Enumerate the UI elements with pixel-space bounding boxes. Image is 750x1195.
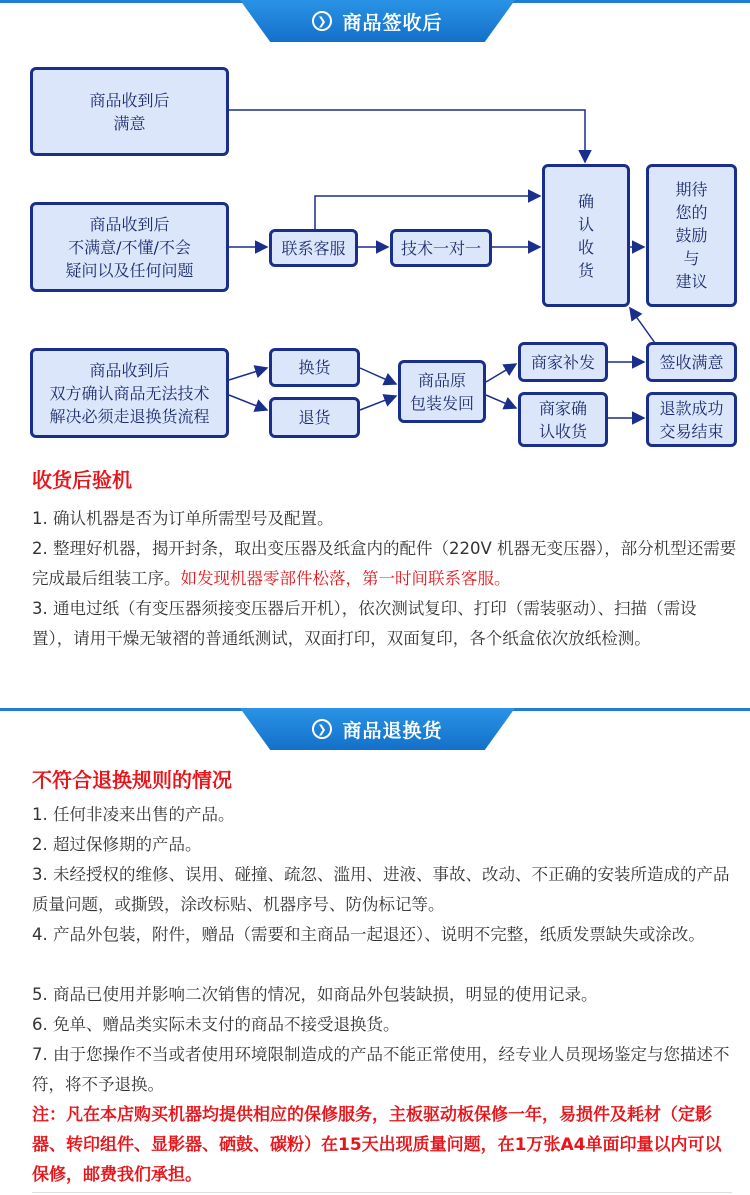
arrow-satisfied-confirm: [229, 110, 585, 162]
arrow-shipback-resend: [486, 364, 516, 382]
box-refund-success: 退款成功 交易结束: [646, 392, 737, 447]
chevron-circle-icon: ❯: [312, 11, 332, 31]
arrow-exchange-shipback: [360, 368, 396, 384]
box-contact-service: 联系客服: [269, 229, 358, 267]
chevron-circle-icon: ❯: [312, 719, 332, 739]
box-merchant-resend: 商家补发: [518, 342, 608, 382]
arrow-return-refund: [229, 395, 267, 410]
returns-item-6: 6. 免单、赠品类实际未支付的商品不接受退换货。: [32, 1015, 400, 1034]
inspection-item-3: 3. 通电过纸（有变压器须接变压器后开机），依次测试复印、打印（需装驱动）、扫描（需设置），请用干燥无皱褶的普通纸测试，双面打印，双面复印，各个纸盒依次放纸检测。: [32, 599, 697, 648]
inspection-item-1: 1. 确认机器是否为订单所需型号及配置。: [32, 509, 334, 528]
box-satisfied: 商品收到后 满意: [30, 67, 229, 156]
arrow-shipback-merchant-confirm: [486, 395, 516, 408]
box-exchange: 换货: [269, 348, 360, 387]
box-refund: 退货: [269, 397, 360, 438]
box-confirm-receipt: 确 认 收 货: [542, 164, 630, 307]
banner-title: 商品签收后: [342, 11, 443, 34]
inspection-item-2-text: 2. 整理好机器，揭开封条，取出变压器及纸盒内的配件（220V 机器无变压器），部分机型还需要完成最后组装工序。: [32, 539, 737, 588]
returns-item-3: 3. 未经授权的维修、误用、碰撞、疏忽、滥用、进液、事故、改动、不正确的安装所造成的产品质量问题，或撕毁，涂改标贴、机器序号、防伪标记等。: [32, 865, 730, 914]
warranty-note: 注：凡在本店购买机器均提供相应的保修服务，主板驱动板保修一年，易损件及耗材（定影器、转印组件、显影器、硒鼓、碳粉）在15天出现质量问题，在1万张A4单面印量以内可以保修，邮费我们承担。: [32, 1105, 722, 1185]
arrow-refund-shipback: [360, 396, 396, 410]
box-return-case: 商品收到后 双方确认商品无法技术 解决必须走退换货流程: [30, 348, 229, 438]
section-banner-returns: [0, 708, 750, 754]
box-merchant-confirm: 商家确 认收货: [518, 392, 608, 447]
box-expect-feedback: 期待 您的 鼓励 与 建议: [646, 164, 737, 307]
returns-title: 不符合退换规则的情况: [32, 768, 232, 792]
inspection-title: 收货后验机: [32, 468, 132, 492]
returns-item-4: 4. 产品外包装，附件，赠品（需要和主商品一起退还）、说明不完整，纸质发票缺失或涂改。: [32, 925, 705, 944]
inspection-item-2: [32, 534, 737, 594]
bottom-divider: [32, 1192, 732, 1193]
arrow-signed-confirm: [630, 308, 655, 343]
box-tech-support: 技术一对一: [390, 229, 492, 267]
arrow-contact-confirm: [315, 196, 540, 229]
box-signed-satisfied: 签收满意: [646, 342, 737, 382]
box-ship-back: 商品原 包装发回: [398, 360, 486, 423]
returns-item-5: 5. 商品已使用并影响二次销售的情况，如商品外包装缺损，明显的使用记录。: [32, 985, 598, 1004]
returns-item-1: 1. 任何非凌来出售的产品。: [32, 805, 235, 824]
inspection-item-2-warning: 如发现机器零部件松落，第一时间联系客服。: [180, 569, 511, 588]
arrow-return-exchange: [229, 368, 267, 380]
banner-title: 商品退换货: [342, 719, 443, 742]
box-unsatisfied: 商品收到后 不满意/不懂/不会 疑问以及任何问题: [30, 202, 229, 292]
returns-item-7: 7. 由于您操作不当或者使用环境限制造成的产品不能正常使用，经专业人员现场鉴定与您描述不符，将不予退换。: [32, 1045, 730, 1094]
returns-item-2: 2. 超过保修期的产品。: [32, 835, 202, 854]
